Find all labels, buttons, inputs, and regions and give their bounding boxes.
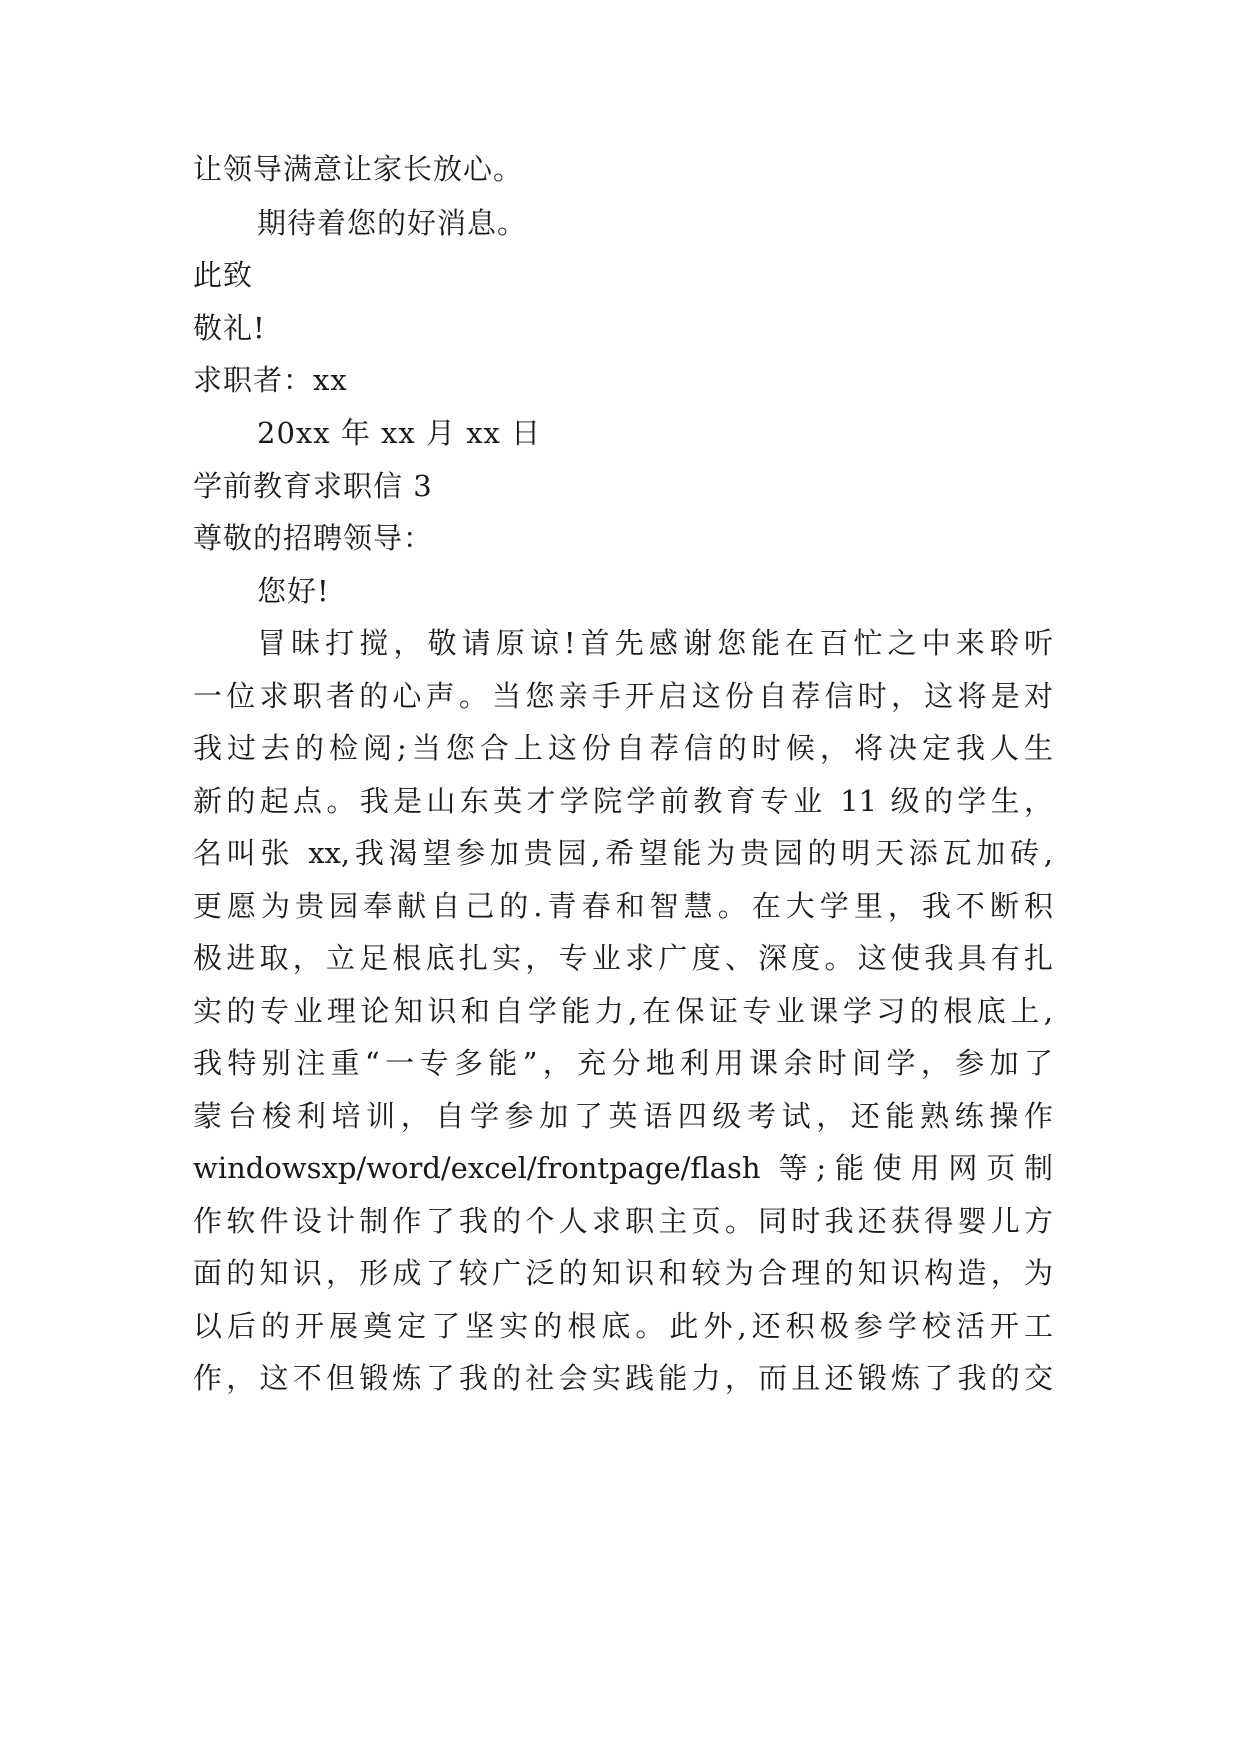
closing-line: 让领导满意让家长放心。 [193, 152, 524, 186]
body-line: 蒙台梭利培训，自学参加了英语四级考试，还能熟练操作 [193, 1099, 1053, 1133]
body-line: 冒昧打搅，敬请原谅!首先感谢您能在百忙之中来聆听 [257, 626, 1053, 660]
body-line: 我特别注重“一专多能”，充分地利用课余时间学，参加了 [193, 1046, 1053, 1080]
signature-line: 求职者：xx [193, 363, 348, 397]
body-line: 以后的开展奠定了坚实的根底。此外,还积极参学校活开工 [193, 1309, 1053, 1343]
closing-line: 期待着您的好消息。 [257, 206, 528, 240]
body-line: 极进取，立足根底扎实，专业求广度、深度。这使我具有扎 [193, 941, 1053, 975]
salutation: 尊敬的招聘领导： [193, 521, 434, 555]
body-line: 新的起点。我是山东英才学院学前教育专业 11 级的学生， [193, 784, 1053, 818]
greeting: 您好! [257, 574, 330, 608]
closing-line: 此致 [193, 258, 254, 292]
body-line: 我过去的检阅;当您合上这份自荐信的时候，将决定我人生 [193, 731, 1053, 765]
body-line: windowsxp/word/excel/frontpage/flash 等;能使用网页制 [193, 1151, 1053, 1185]
body-line: 作软件设计制作了我的个人求职主页。同时我还获得婴儿方 [193, 1204, 1053, 1238]
body-line: 面的知识，形成了较广泛的知识和较为合理的知识构造，为 [193, 1256, 1053, 1290]
body-line: 作，这不但锻炼了我的社会实践能力，而且还锻炼了我的交 [193, 1361, 1053, 1395]
section-title: 学前教育求职信 3 [193, 469, 433, 503]
body-line: 实的专业理论知识和自学能力,在保证专业课学习的根底上, [193, 994, 1053, 1028]
body-line: 一位求职者的心声。当您亲手开启这份自荐信时，这将是对 [193, 679, 1053, 713]
closing-line: 敬礼! [193, 311, 266, 345]
date-line: 20xx 年 xx 月 xx 日 [257, 416, 542, 450]
body-line: 更愿为贵园奉献自己的.青春和智慧。在大学里，我不断积 [193, 889, 1053, 923]
body-line: 名叫张 xx,我渴望参加贵园,希望能为贵园的明天添瓦加砖, [193, 836, 1053, 870]
